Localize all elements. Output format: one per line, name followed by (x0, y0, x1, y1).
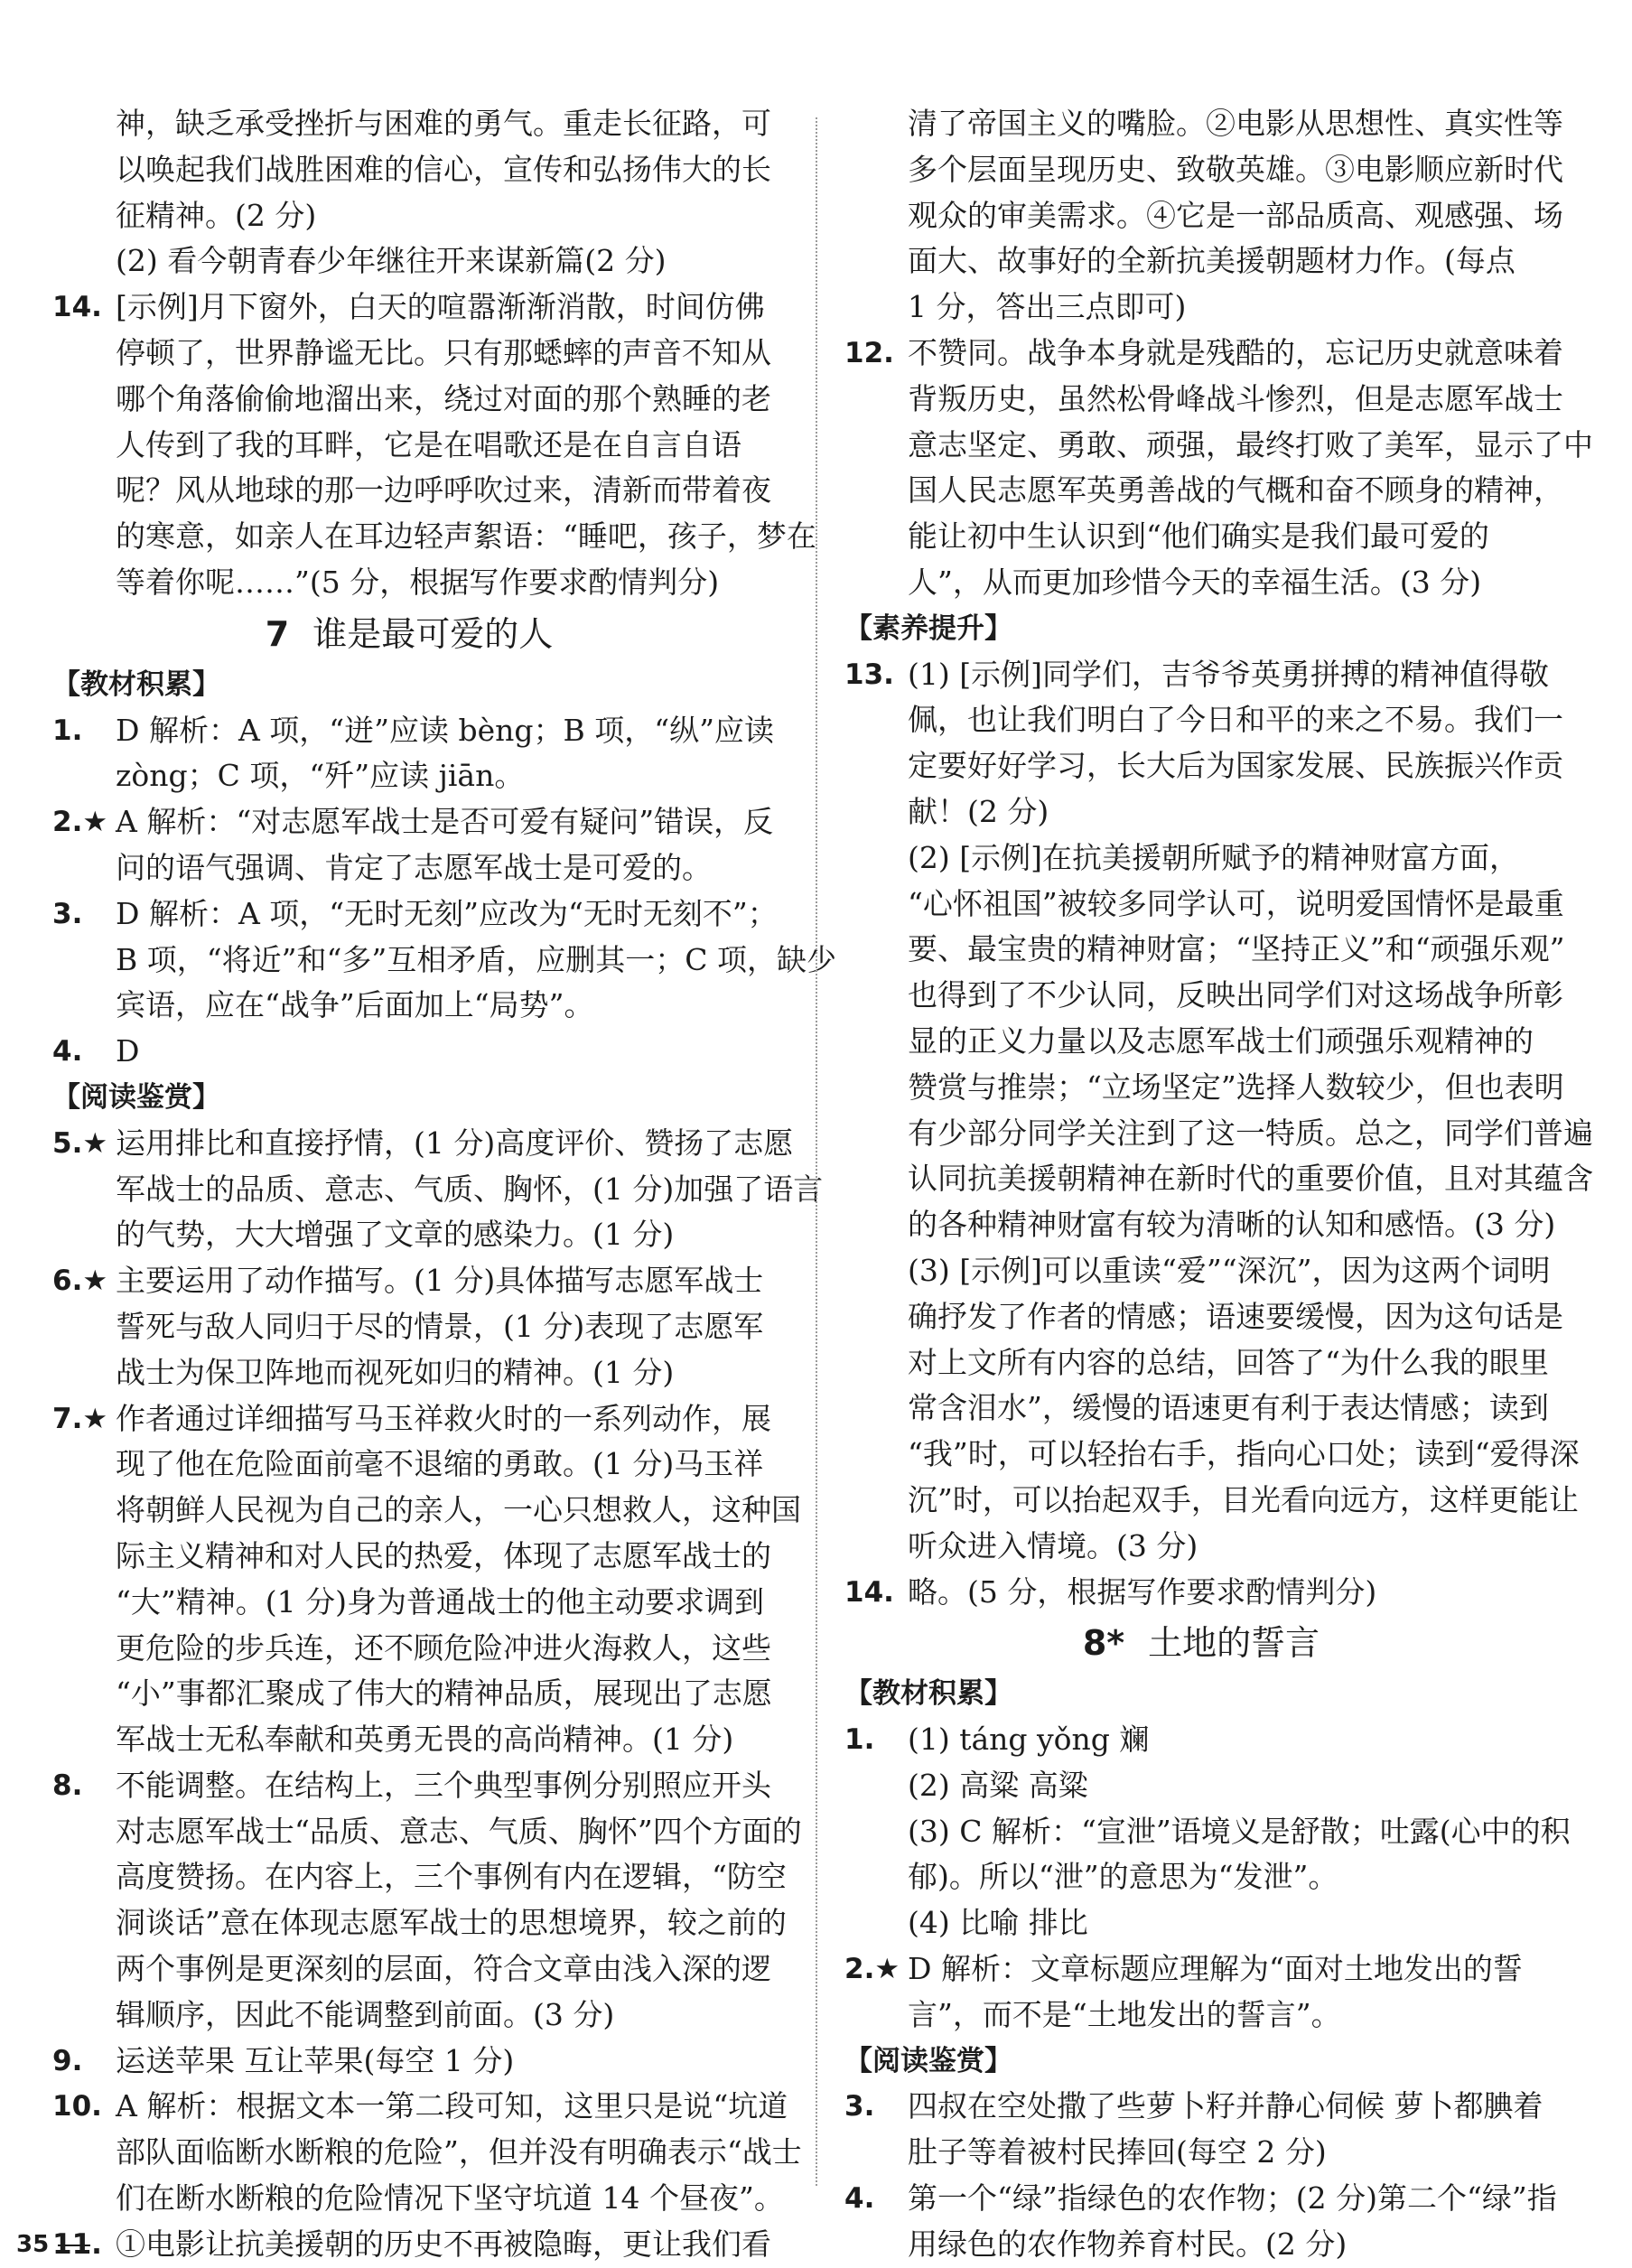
text-line: 人传到了我的耳畔，它是在唱歌还是在自言自语 (116, 426, 741, 462)
item-text: 不赞同。战争本身就是残酷的，忘记历史就意味着 (908, 334, 1563, 370)
text-line: 常含泪水”，缓慢的语速更有利于表达情感；读到 (908, 1390, 1549, 1426)
answer-item (52, 2084, 788, 2130)
text-line: “我”时，可以轻抬右手，指向心口处；读到“爱得深 (908, 1436, 1580, 1472)
text-line: 更危险的步兵连，还不顾危险冲进火海救人，这些 (116, 1629, 771, 1666)
lesson-title-text: 土地的誓言 (1148, 1623, 1320, 1664)
answer-item (52, 1121, 794, 1167)
item-text: 略。(5 分，根据写作要求酌情判分) (908, 1573, 1377, 1610)
item-text: (1) táng yǒng 斓 (908, 1722, 1150, 1758)
text-line: 神，缺乏承受挫折与困难的勇气。重走长征路，可 (116, 106, 771, 141)
text-line: 征精神。(2 分) (116, 197, 317, 233)
text-line: 佩，也让我们明白了今日和平的来之不易。我们一 (908, 702, 1563, 738)
item-number: 9. (52, 2044, 83, 2077)
item-number: 6.★ (52, 1265, 108, 1298)
text-line: 辑顺序，因此不能调整到前面。(3 分) (116, 1996, 615, 2032)
text-line: 的寒意，如亲人在耳边轻声絮语：“睡吧，孩子，梦在 (116, 518, 816, 555)
text-line: 等着你呢……”(5 分，根据写作要求酌情判分) (116, 564, 720, 600)
text-line: 高度赞扬。在内容上，三个事例有内在逻辑，“防空 (116, 1859, 787, 1895)
item-text: 主要运用了动作描写。(1 分)具体描写志愿军战士 (116, 1263, 764, 1299)
text-line: 观众的审美需求。④它是一部品质高、观感强、场 (908, 197, 1563, 233)
answer-item (52, 1396, 771, 1442)
text-line: 能让初中生认识到“他们确实是我们最可爱的 (908, 518, 1489, 555)
answer-item (52, 2039, 766, 2085)
answer-item (844, 2176, 1558, 2222)
lesson-title (52, 606, 766, 662)
text-line: 1 分，答出三点即可) (908, 289, 1187, 325)
answer-item (844, 1717, 1558, 1763)
text-line: zòng；C 项，“歼”应读 jiān。 (116, 758, 525, 794)
text-line: 将朝鲜人民视为自己的亲人，一心只想救人，这种国 (116, 1492, 801, 1528)
text-line: (3) C 解析：“宣泄”语境义是舒散；吐露(心中的积 (908, 1813, 1571, 1849)
answer-item (52, 799, 774, 845)
text-line: 问的语气强调、肯定了志愿军战士是可爱的。 (116, 849, 712, 885)
column-divider (816, 117, 817, 2186)
text-line: 认同抗美援朝精神在新时代的重要价值，且对其蕴含 (908, 1161, 1593, 1197)
text-line: 也得到了不少认同，反映出同学们对这场战争所彰 (908, 977, 1563, 1013)
answer-item (844, 331, 1563, 377)
item-text: 第一个“绿”指绿色的农作物；(2 分)第二个“绿”指 (908, 2180, 1557, 2217)
answer-item (844, 652, 1558, 698)
text-line: 的各种精神财富有较为清晰的认知和感悟。(3 分) (908, 1207, 1556, 1243)
item-number: 11. (52, 2227, 102, 2261)
text-line: 誓死与敌人同归于尽的情景，(1 分)表现了志愿军 (116, 1308, 764, 1344)
text-line: 战士为保卫阵地而视死如归的精神。(1 分) (116, 1354, 675, 1390)
right-column (844, 101, 1593, 2268)
text-line: 郁)。所以“泄”的意思为“发泄”。 (908, 1859, 1338, 1895)
lesson-number: 7 (265, 613, 290, 654)
section-heading: 【阅读鉴赏】 (844, 2044, 1012, 2077)
item-number: 12. (844, 336, 894, 369)
item-text: 运送苹果 互让苹果(每空 1 分) (116, 2042, 515, 2078)
text-line: “小”事都汇聚成了伟大的精神品质，展现出了志愿 (116, 1675, 772, 1712)
lesson-title-text: 谁是最可爱的人 (312, 613, 554, 654)
text-line: 显的正义力量以及志愿军战士们顽强乐观精神的 (908, 1022, 1534, 1059)
item-number: 1. (844, 1723, 875, 1757)
text-line: (2) 高粱 高粱 (908, 1767, 1088, 1803)
item-number: 4. (844, 2182, 875, 2216)
page-footer (16, 2231, 90, 2258)
answer-item (52, 891, 778, 938)
text-line: 国人民志愿军英勇善战的气概和奋不顾身的精神， (908, 472, 1563, 509)
text-line: 言”，而不是“土地发出的誓言”。 (908, 1996, 1341, 2032)
text-line: “大”精神。(1 分)身为普通战士的他主动要求调到 (116, 1583, 764, 1619)
item-text: (1) [示例]同学们，吉爷爷英勇拼搏的精神值得敬 (908, 656, 1549, 692)
answer-item (52, 1763, 771, 1809)
text-line: 多个层面呈现历史、致敬英雄。③电影顺应新时代 (908, 151, 1563, 187)
answer-item (52, 1029, 766, 1075)
text-line: 洞谈话”意在体现志愿军战士的思想境界，较之前的 (116, 1905, 787, 1941)
item-text: [示例]月下窗外，白天的喧嚣渐渐消散，时间仿佛 (116, 289, 765, 325)
answer-item (52, 285, 766, 331)
lesson-title (844, 1615, 1558, 1671)
item-number: 8. (52, 1769, 83, 1802)
item-number: 14. (52, 291, 102, 324)
text-line: 现了他在危险面前毫不退缩的勇敢。(1 分)马玉祥 (116, 1446, 764, 1482)
item-number: 5.★ (52, 1126, 108, 1160)
item-number: 4. (52, 1035, 83, 1069)
item-text: D 解析：A 项，“迸”应读 bèng；B 项，“纵”应读 (116, 712, 775, 748)
section-heading: 【教材积累】 (52, 667, 220, 701)
item-number: 2.★ (52, 806, 108, 839)
answer-item (52, 708, 775, 754)
answer-item (844, 2084, 1558, 2130)
text-line: 对上文所有内容的总结，回答了“为什么我的眼里 (908, 1344, 1549, 1380)
answer-item (52, 2222, 771, 2268)
text-line: (3) [示例]可以重读“爱”“深沉”，因为这两个词明 (908, 1252, 1551, 1288)
text-line: 们在断水断粮的危险情况下坚守坑道 14 个昼夜”。 (116, 2180, 784, 2217)
section-heading: 【素养提升】 (844, 611, 1012, 645)
text-line: 沉”时，可以抬起双手，目光看向远方，这样更能让 (908, 1481, 1579, 1517)
item-number: 3. (52, 897, 83, 930)
text-line: 两个事例是更深刻的层面，符合文章由浅入深的逻 (116, 1951, 771, 1987)
text-line: 听众进入情境。(3 分) (908, 1527, 1198, 1563)
text-line: 清了帝国主义的嘴脸。②电影从思想性、真实性等 (908, 106, 1563, 141)
item-number: 2.★ (844, 1953, 900, 1986)
section-heading: 【教材积累】 (844, 1677, 1012, 1711)
item-number: 14. (844, 1575, 894, 1609)
item-number: 10. (52, 2090, 102, 2123)
item-text: 作者通过详细描写马玉祥救火时的一系列动作，展 (116, 1400, 771, 1436)
footer-rule (58, 2245, 90, 2246)
item-text: ①电影让抗美援朝的历史不再被隐晦，更让我们看 (116, 2226, 771, 2262)
text-line: 际主义精神和对人民的热爱，体现了志愿军战士的 (116, 1537, 771, 1573)
text-line: 停顿了，世界静谧无比。只有那蟋蟀的声音不知从 (116, 334, 771, 370)
text-line: 人”，从而更加珍惜今天的幸福生活。(3 分) (908, 564, 1482, 600)
item-text: D 解析：文章标题应理解为“面对土地发出的誓 (908, 1951, 1523, 1987)
text-line: “心怀祖国”被较多同学认可，说明爱国情怀是最重 (908, 885, 1564, 921)
text-line: 定要好好学习，长大后为国家发展、民族振兴作贡 (908, 748, 1563, 784)
text-line: 背叛历史，虽然松骨峰战斗惨烈，但是志愿军战士 (908, 380, 1563, 416)
text-line: 肚子等着被村民捧回(每空 2 分) (908, 2134, 1327, 2170)
text-line: 赞赏与推崇；“立场坚定”选择人数较少，但也表明 (908, 1069, 1564, 1105)
text-line: 部队面临断水断粮的危险”，但并没有明确表示“战士 (116, 2134, 802, 2170)
text-line: 献！(2 分) (908, 793, 1049, 829)
answer-item (844, 1570, 1558, 1616)
text-line: 哪个角落偷偷地溜出来，绕过对面的那个熟睡的老 (116, 380, 771, 416)
section-heading: 【阅读鉴赏】 (52, 1080, 220, 1114)
text-line: 的气势，大大增强了文章的感染力。(1 分) (116, 1217, 675, 1253)
item-text: A 解析：根据文本一第二段可知，这里只是说“坑道 (116, 2088, 788, 2124)
text-line: (4) 比喻 排比 (908, 1905, 1088, 1941)
item-number: 1. (52, 714, 83, 747)
item-text: 不能调整。在结构上，三个典型事例分别照应开头 (116, 1767, 771, 1803)
answer-item (844, 1946, 1558, 1993)
text-line: 用绿色的农作物养育村民。(2 分) (908, 2226, 1348, 2262)
item-number: 7.★ (52, 1402, 108, 1435)
item-text: A 解析：“对志愿军战士是否可爱有疑问”错误，反 (116, 804, 774, 840)
item-text: D 解析：A 项，“无时无刻”应改为“无时无刻不”； (116, 895, 778, 931)
answer-item (52, 1258, 766, 1304)
text-line: 面大、故事好的全新抗美援朝题材力作。(每点 (908, 243, 1515, 279)
text-line: 军战士无私奉献和英勇无畏的高尚精神。(1 分) (116, 1722, 734, 1758)
item-text: 运用排比和直接抒情，(1 分)高度评价、赞扬了志愿 (116, 1125, 794, 1161)
text-line: (2) [示例]在抗美援朝所赋予的精神财富方面， (908, 839, 1519, 875)
text-line: 对志愿军战士“品质、意志、气质、胸怀”四个方面的 (116, 1813, 802, 1849)
text-line: B 项，“将近”和“多”互相矛盾，应删其一；C 项，缺少 (116, 941, 836, 977)
lesson-number: 8* (1082, 1623, 1125, 1664)
text-line: 宾语，应在“战争”后面加上“局势”。 (116, 987, 594, 1023)
text-line: 确抒发了作者的情感；语速要缓慢，因为这句话是 (908, 1298, 1563, 1334)
item-number: 13. (844, 658, 894, 691)
text-line: (2) 看今朝青春少年继往开来谋新篇(2 分) (116, 243, 667, 279)
page-number: 35 (16, 2231, 50, 2258)
text-line: 有少部分同学关注到了这一特质。总之，同学们普遍 (908, 1115, 1593, 1151)
item-text: D (116, 1033, 140, 1069)
text-line: 意志坚定、勇敢、顽强，最终打败了美军，显示了中 (908, 426, 1593, 462)
text-line: 以唤起我们战胜困难的信心，宣传和弘扬伟大的长 (116, 151, 771, 187)
item-number: 3. (844, 2090, 875, 2123)
text-line: 呢？风从地球的那一边呼呼吹过来，清新而带着夜 (116, 472, 771, 509)
text-line: 要、最宝贵的精神财富；“坚持正义”和“顽强乐观” (908, 931, 1565, 967)
item-text: 四叔在空处撒了些萝卜籽并静心伺候 萝卜都腆着 (908, 2088, 1543, 2124)
text-line: 军战士的品质、意志、气质、胸怀，(1 分)加强了语言 (116, 1171, 824, 1207)
left-column (52, 101, 836, 2268)
